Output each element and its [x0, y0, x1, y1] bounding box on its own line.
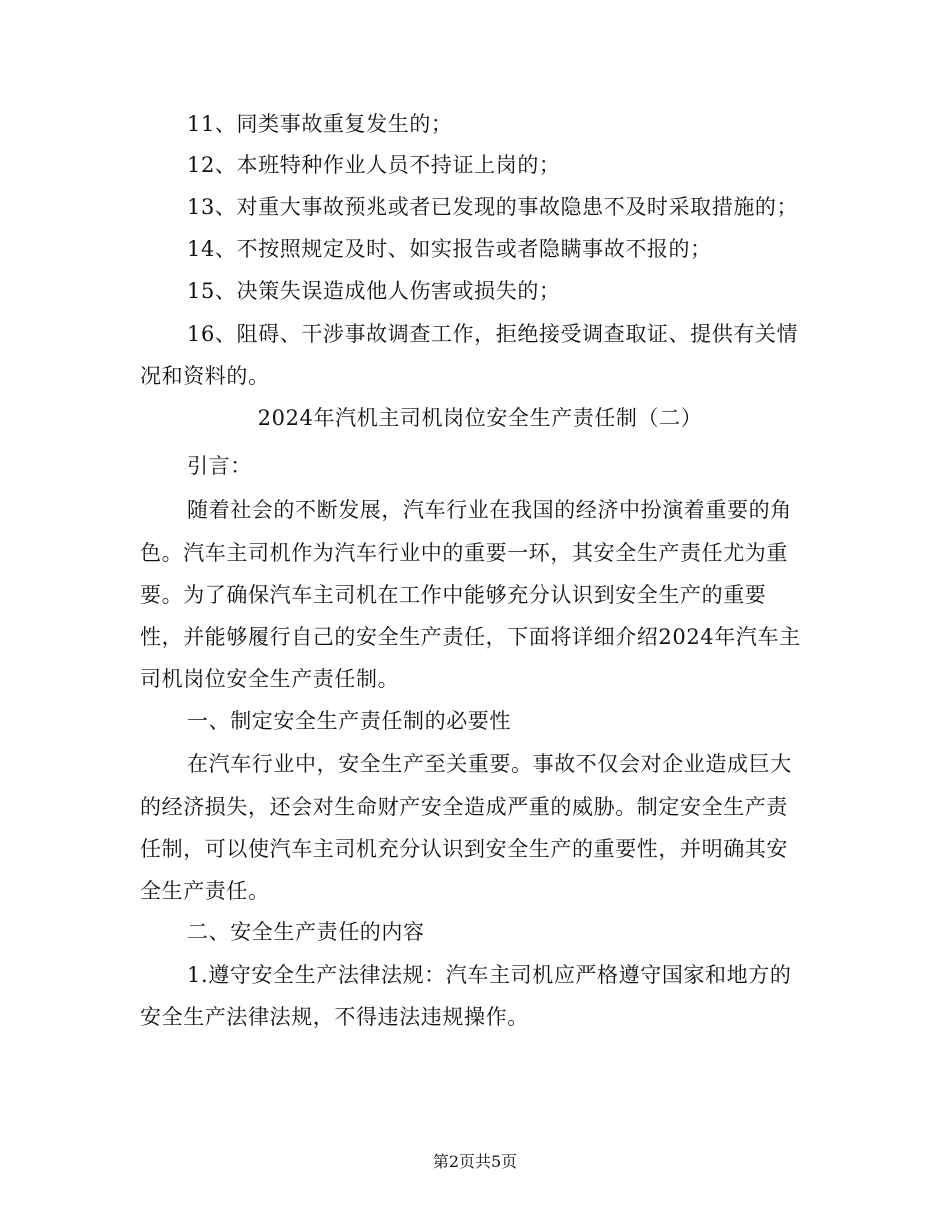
- paragraph-line: 在汽车行业中，安全生产至关重要。事故不仅会对企业造成巨大: [187, 752, 792, 776]
- list-item: 13、对重大事故预兆或者已发现的事故隐患不及时采取措施的；: [187, 195, 799, 219]
- list-item: 16、阻碍、干涉事故调查工作，拒绝接受调查取证、提供有关情: [187, 322, 799, 346]
- section-heading: 二、安全生产责任的内容: [187, 920, 425, 944]
- list-item-continuation: 况和资料的。: [140, 364, 270, 388]
- list-item: 11、同类事故重复发生的；: [187, 112, 453, 136]
- page-number: 第2页共5页: [432, 1152, 518, 1171]
- paragraph-line: 任制，可以使汽车主司机充分认识到安全生产的重要性，并明确其安: [140, 837, 788, 861]
- paragraph-line: 色。汽车主司机作为汽车行业中的重要一环，其安全生产责任尤为重: [140, 541, 788, 565]
- list-item: 12、本班特种作业人员不持证上岗的；: [187, 153, 561, 177]
- list-item: 15、决策失误造成他人伤害或损失的；: [187, 279, 561, 303]
- paragraph-line: 安全生产法律法规，不得违法违规操作。: [140, 1005, 529, 1029]
- paragraph-line: 全生产责任。: [140, 879, 270, 903]
- intro-label: 引言：: [187, 454, 252, 478]
- section-title: 2024年汽机主司机岗位安全生产责任制（二）: [257, 406, 703, 430]
- paragraph-line: 随着社会的不断发展，汽车行业在我国的经济中扮演着重要的角: [187, 498, 792, 522]
- section-heading: 一、制定安全生产责任制的必要性: [187, 709, 511, 733]
- paragraph-line: 的经济损失，还会对生命财产安全造成严重的威胁。制定安全生产责: [140, 795, 788, 819]
- paragraph-line: 司机岗位安全生产责任制。: [140, 667, 400, 691]
- paragraph-line: 要。为了确保汽车主司机在工作中能够充分认识到安全生产的重要: [140, 583, 767, 607]
- paragraph-line: 1.遵守安全生产法律法规：汽车主司机应严格遵守国家和地方的: [187, 963, 792, 987]
- paragraph-line: 性，并能够履行自己的安全生产责任，下面将详细介绍2024年汽车主: [140, 625, 801, 649]
- list-item: 14、不按照规定及时、如实报告或者隐瞒事故不报的；: [187, 237, 712, 261]
